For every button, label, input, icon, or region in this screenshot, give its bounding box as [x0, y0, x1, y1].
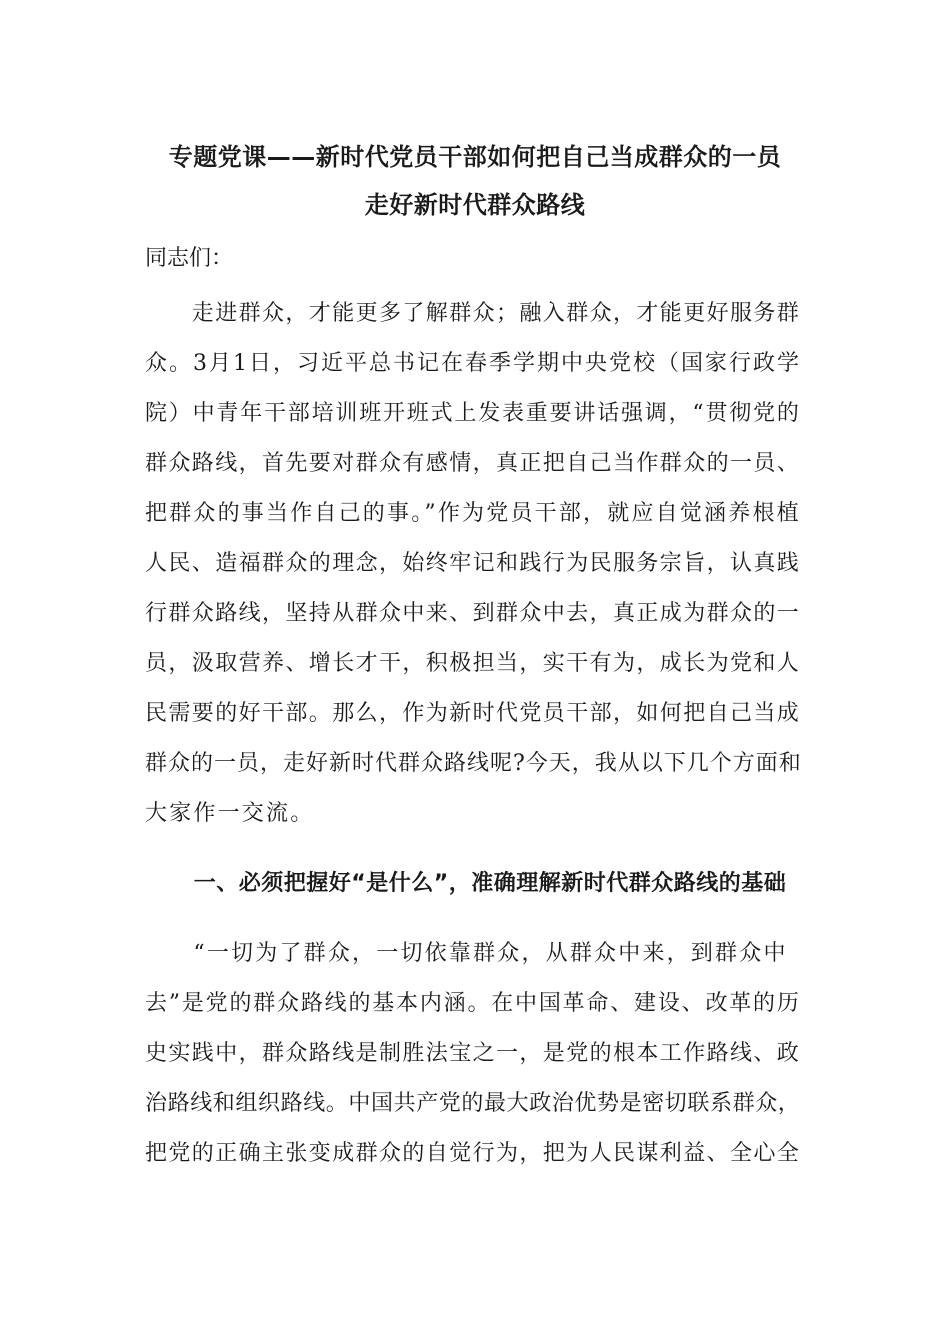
paragraph-1-line: 院）中青年干部培训班开班式上发表重要讲话强调，“贯彻党的	[145, 401, 801, 426]
paragraph-2-line: 去”是党的群众路线的基本内涵。在中国革命、建设、改革的历	[145, 991, 801, 1016]
section-1-heading: 一、必须把握好“是什么”，准确理解新时代群众路线的基础	[193, 871, 787, 896]
salutation: 同志们：	[145, 246, 234, 271]
paragraph-1-line: 员，汲取营养、增长才干，积极担当，实干有为，成长为党和人	[145, 651, 801, 676]
paragraph-1-line: 群众的一员，走好新时代群众路线呢?今天，我从以下几个方面和	[145, 751, 802, 776]
paragraph-1-line: 行群众路线，坚持从群众中来、到群众中去，真正成为群众的一	[145, 601, 801, 626]
document-title-line-2: 走好新时代群众路线	[364, 191, 586, 219]
paragraph-2-line: 史实践中，群众路线是制胜法宝之一，是党的根本工作路线、政	[145, 1041, 801, 1066]
paragraph-1-line: 走进群众，才能更多了解群众；融入群众，才能更好服务群	[145, 301, 801, 326]
document-title-line-1: 专题党课——新时代党员干部如何把自己当成群众的一员	[168, 143, 782, 171]
paragraph-1-line: 大家作一交流。	[145, 801, 315, 826]
paragraph-1-line: 众。3月1日，习近平总书记在春季学期中央党校（国家行政学	[145, 351, 801, 376]
paragraph-1-line: 民需要的好干部。那么，作为新时代党员干部，如何把自己当成	[145, 701, 801, 726]
paragraph-2-line: “一切为了群众，一切依靠群众，从群众中来，到群众中	[145, 941, 788, 966]
paragraph-1-line: 群众路线，首先要对群众有感情，真正把自己当作群众的一员、	[145, 451, 801, 476]
paragraph-2-line: 治路线和组织路线。中国共产党的最大政治优势是密切联系群众，	[145, 1091, 801, 1116]
paragraph-1-line: 把群众的事当作自己的事。”作为党员干部，就应自觉涵养根植	[145, 501, 801, 526]
paragraph-2-line: 把党的正确主张变成群众的自觉行为，把为人民谋利益、全心全	[145, 1141, 801, 1166]
paragraph-1-line: 人民、造福群众的理念，始终牢记和践行为民服务宗旨，认真践	[145, 551, 801, 576]
